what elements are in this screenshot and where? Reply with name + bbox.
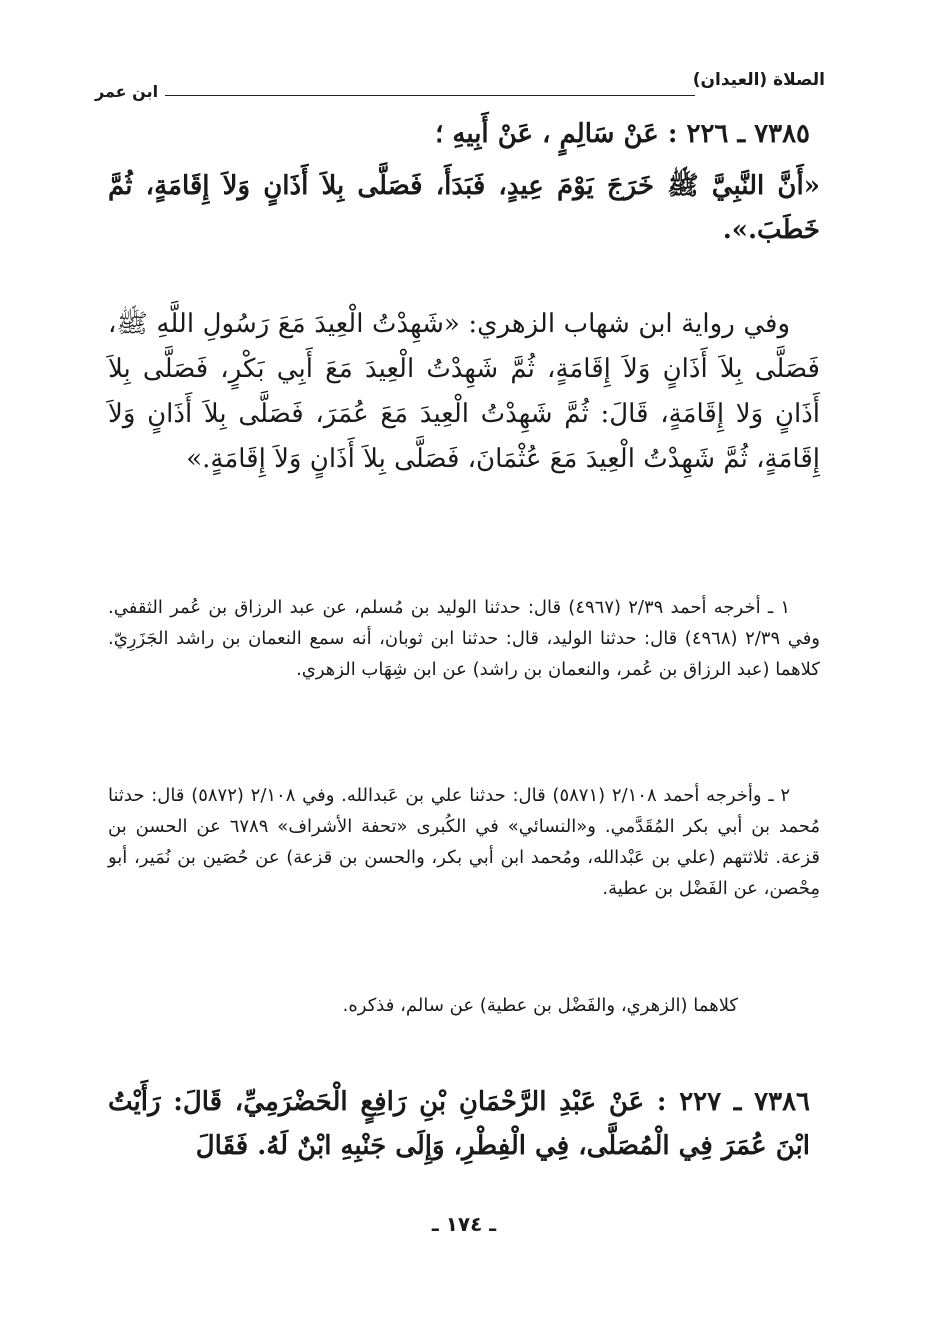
footnote-summary (108, 990, 820, 1021)
footnote-2 (108, 780, 820, 904)
footnote-1-text: ١ ـ أخرجه أحمد ٢/٣٩ (٤٩٦٧) قال: حدثنا الوليد بن مُسلم، عن عبد الرزاق بن عُمر الثقفي. وفي ٢/٣٩ (٤٩٦٨) قال: حدثنا الوليد، قال: حدثنا ابن ثوبان، أنه سمع النعمان بن راشد الجَزَرِيّ. كلاهما (عبد الرزاق بن عُمر، والنعمان بن راشد) عن ابن شِهَاب الزهري. (108, 597, 820, 680)
zuhri-narration-text: وفي رواية ابن شهاب الزهري: «شَهِدْتُ الْعِيدَ مَعَ رَسُولِ اللَّهِ ﷺ، فَصَلَّى بِلاَ أَذَانٍ وَلاَ إِقَامَةٍ، ثُمَّ شَهِدْتُ الْعِيدَ مَعَ أَبِي بَكْرٍ، فَصَلَّى بِلاَ أَذَانٍ وَلا إِقَامَةٍ، قَالَ: ثُمَّ شَهِدْتُ الْعِيدَ مَعَ عُمَرَ، فَصَلَّى بِلاَ أَذَانٍ وَلاَ إِقَامَةٍ، ثُمَّ شَهِدْتُ الْعِيدَ مَعَ عُثْمَانَ، فَصَلَّى بِلاَ أَذَانٍ وَلاَ إِقَامَةٍ.» (108, 309, 820, 474)
zuhri-narration (108, 302, 820, 482)
hadith-7385-text: «أَنَّ النَّبِيَّ ﷺ خَرَجَ يَوْمَ عِيدٍ، فَبَدَأَ، فَصَلَّى بِلاَ أَذَانٍ وَلاَ إِقَامَةٍ، ثُمَّ خَطَبَ.». (108, 171, 820, 245)
footnote-2-text: ٢ ـ وأخرجه أحمد ٢/١٠٨ (٥٨٧١) قال: حدثنا علي بن عَبدالله. وفي ٢/١٠٨ (٥٨٧٢) قال: حدثنا مُحمد بن أبي بكر المُقَدَّمي. و«النسائي» في الكُبرى «تحفة الأشراف» ٦٧٨٩ عن الحسن بن قزعة. ثلاثتهم (علي بن عَبْدالله، ومُحمد ابن أبي بكر، والحسن بن قزعة) عن حُصَين بن نُمَير، أبو مِحْصن، عن الفَضْل بن عطية. (108, 785, 820, 899)
footnote-1 (108, 592, 820, 685)
footnote-summary-text: كلاهما (الزهري، والفَضْل بن عطية) عن سالم، فذكره. (342, 995, 738, 1016)
page-number: ـ ١٧٤ ـ (431, 1212, 497, 1236)
companion-name: ابن عمر (95, 82, 159, 101)
hadith-7385 (108, 112, 820, 252)
chapter-title: الصلاة (العيدان) (692, 70, 825, 90)
running-header (95, 70, 825, 102)
hadith-7386-text: ٧٣٨٦ ـ ٢٢٧ : عَنْ عَبْدِ الرَّحْمَانِ بْنِ رَافِعٍ الْحَضْرَمِيِّ، قَالَ: رَأَيْتُ ابْنَ عُمَرَ فِي الْمُصَلَّى، فِي الْفِطْرِ، وَإِلَى جَنْبِهِ ابْنٌ لَهُ. فَقَالَ (108, 1087, 810, 1161)
header-rule (165, 95, 695, 96)
hadith-7386 (108, 1080, 820, 1168)
hadith-7385-title: ٧٣٨٥ ـ ٢٢٦ : عَنْ سَالِمٍ ، عَنْ أَبِيهِ ؛ (435, 119, 810, 149)
